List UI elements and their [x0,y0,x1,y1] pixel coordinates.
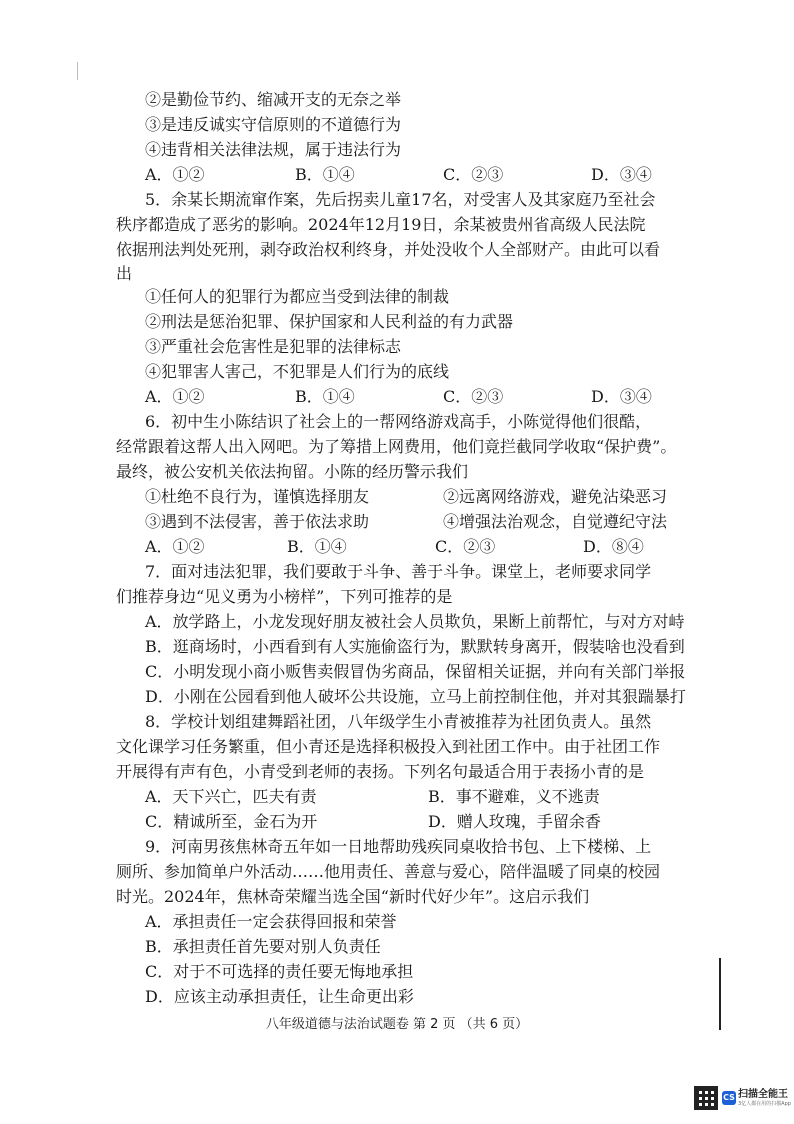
q8-options-row [145,785,705,809]
q8-stem-line: 文化课学习任务繁重，但小青还是选择积极投入到社团工作中。由于社团工作 [116,737,661,756]
q5-option-d: D．③④ [591,387,652,406]
q4-item-3: ③是违反诚实守信原则的不道德行为 [145,115,402,134]
q5-item: ②刑法是惩治犯罪、保护国家和人民利益的有力武器 [145,312,514,331]
q6-option-c: C．②③ [435,537,496,556]
page-footer: 八年级道德与法治试题卷 第 2 页 （共 6 页） [265,1017,529,1032]
q5-item: ④犯罪害人害己，不犯罪是人们行为的底线 [145,362,450,381]
q6-item: ④增强法治观念，自觉遵纪守法 [443,512,668,531]
margin-mark [77,62,78,80]
q7-stem-line: 7．面对违法犯罪，我们要敢于斗争、善于斗争。课堂上，老师要求同学 [145,562,652,581]
q8-stem-line: 开展得有声有色，小青受到老师的表扬。下列名句最适合用于表扬小青的是 [116,762,645,781]
q6-item: ①杜绝不良行为，谨慎选择朋友 [145,487,370,506]
q9-option-d: D．应该主动承担责任，让生命更出彩 [145,987,414,1006]
q6-option-b: B．①④ [287,537,347,556]
q8-options-row [145,810,705,834]
q9-option-a: A．承担责任一定会获得回报和荣誉 [145,912,397,931]
q7-stem-line: 们推荐身边“见义勇为小榜样”，下列可推荐的是 [116,587,453,606]
q5-option-c: C．②③ [443,387,504,406]
q7-option-c: C．小明发现小商小贩售卖假冒伪劣商品，保留相关证据，并向有关部门举报 [145,662,686,681]
q9-option-b: B．承担责任首先要对别人负责任 [145,937,381,956]
q4-option-c: C．②③ [443,165,504,184]
q6-stem-line: 最终，被公安机关依法拘留。小陈的经历警示我们 [116,462,469,481]
scanner-brand-tagline: 3亿人都在用的扫描App [738,1100,791,1107]
scanner-brand [738,1089,791,1108]
q5-option-a: A．①② [145,387,205,406]
scanner-logo-icon: CS [722,1091,736,1105]
q9-stem-line: 9．河南男孩焦林奇五年如一日地帮助残疾同桌收拾书包、上下楼梯、上 [145,837,652,856]
q5-item: ①任何人的犯罪行为都应当受到法律的制裁 [145,287,450,306]
q6-items-row [145,485,705,509]
q4-item-4: ④违背相关法律法规，属于违法行为 [145,140,402,159]
q5-item: ③严重社会危害性是犯罪的法律标志 [145,337,402,356]
q6-items-row [145,510,705,534]
q6-stem-line: 6．初中生小陈结识了社会上的一帮网络游戏高手，小陈觉得他们很酷， [145,412,652,431]
q5-stem-line: 秩序都造成了恶劣的影响。2024年12月19日，余某被贵州省高级人民法院 [116,215,646,234]
q6-item: ③遇到不法侵害，善于依法求助 [145,512,370,531]
q7-option-b: B．逛商场时，小西看到有人实施偷盗行为，默默转身离开，假装啥也没看到 [145,637,685,656]
q9-stem-line: 时光。2024年，焦林奇荣耀当选全国“新时代好少年”。这启示我们 [116,887,590,906]
q5-stem-line: 依据刑法判处死刑，剥夺政治权利终身，并处没收个人全部财产。由此可以看 [116,240,661,259]
q6-options [145,535,705,559]
q8-option-b: B．事不避难，义不逃责 [428,787,600,806]
q6-item: ②远离网络游戏，避免沾染恶习 [443,487,668,506]
q6-option-d: D．⑧④ [583,537,644,556]
q4-options [145,163,705,187]
scanner-brand-name: 扫描全能王 [738,1088,788,1100]
q9-stem-line: 厕所、参加简单户外活动……他用责任、善意与爱心，陪伴温暖了同桌的校园 [116,862,661,881]
q6-stem-line: 经常跟着这帮人出入网吧。为了筹措上网费用，他们竟拦截同学收取“保护费”。 [116,437,677,456]
q7-option-a: A．放学路上，小龙发现好朋友被社会人员欺负，果断上前帮忙，与对方对峙 [145,612,685,631]
q8-option-c: C．精诚所至，金石为开 [145,812,318,831]
q5-option-b: B．①④ [295,387,355,406]
q6-option-a: A．①② [145,537,205,556]
qr-code-icon [694,1086,718,1110]
q4-option-b: B．①④ [295,165,355,184]
q4-item-2: ②是勤俭节约、缩减开支的无奈之举 [145,90,402,109]
scanner-watermark [694,1084,794,1112]
q8-option-a: A．天下兴亡，匹夫有责 [145,787,317,806]
q7-option-d: D．小刚在公园看到他人破坏公共设施，立马上前控制住他，并对其狠踹暴打 [145,687,686,706]
q9-option-c: C．对于不可选择的责任要无悔地承担 [145,962,414,981]
q5-options [145,385,705,409]
q4-option-a: A．①② [145,165,205,184]
q5-stem-line: 出 [116,264,133,283]
q8-option-d: D．赠人玫瑰，手留余香 [428,812,601,831]
q8-stem-line: 8．学校计划组建舞蹈社团，八年级学生小青被推荐为社团负责人。虽然 [145,712,652,731]
q4-option-d: D．③④ [591,165,652,184]
q5-stem-line: 5．余某长期流窜作案，先后拐卖儿童17名，对受害人及其家庭乃至社会 [145,190,656,209]
